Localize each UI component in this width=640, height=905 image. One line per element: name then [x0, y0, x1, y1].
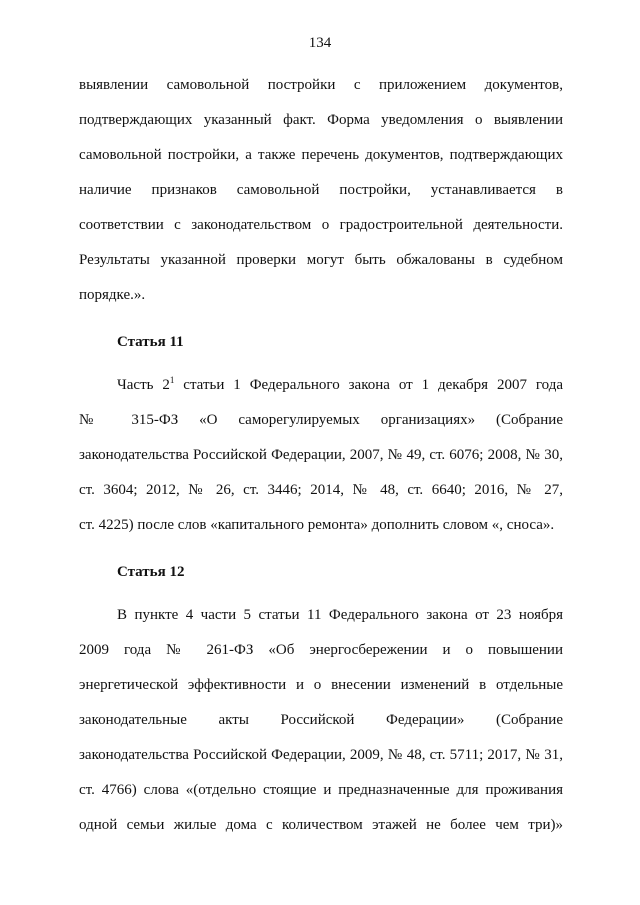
text-line: наличие признаков самовольной постройки, устанавливается в	[79, 182, 563, 198]
text-line	[79, 368, 563, 403]
text-line: порядке.».	[79, 287, 146, 303]
text-line: ст. 3604; 2012, № 26, ст. 3446; 2014, № 48, ст. 6640; 2016, № 27,	[79, 482, 563, 498]
text-line: Результаты указанной проверки могут быть обжалованы в судебном	[79, 252, 563, 268]
text-line: № 315-ФЗ «О саморегулируемых организациях» (Собрание	[79, 412, 563, 428]
text-line: одной семьи жилые дома с количеством этажей не более чем три)»	[79, 817, 563, 833]
text-line: 2009 года № 261-ФЗ «Об энергосбережении и о повышении	[79, 642, 563, 658]
text-line: энергетической эффективности и о внесении изменений в отдельные	[79, 677, 563, 693]
text-line: подтверждающих указанный факт. Форма уведомления о выявлении	[79, 112, 563, 128]
text-line: законодательства Российской Федерации, 2009, № 48, ст. 5711; 2017, № 31,	[79, 747, 563, 763]
article-12-heading: Статья 12	[117, 564, 185, 580]
article-11-paragraph	[79, 368, 563, 543]
text-line: законодательные акты Российской Федерации» (Собрание	[79, 712, 563, 728]
text-fragment: статьи 1 Федерального закона от 1 декабря 2007 года	[174, 377, 563, 393]
text-fragment: Часть 2	[117, 377, 170, 393]
text-line: самовольной постройки, а также перечень документов, подтверждающих	[79, 147, 563, 163]
paragraph-continuation	[79, 68, 563, 313]
text-line: ст. 4766) слова «(отдельно стоящие и предназначенные для проживания	[79, 782, 563, 798]
text-line: выявлении самовольной постройки с приложением документов,	[79, 77, 563, 93]
text-line: В пункте 4 части 5 статьи 11 Федерального закона от 23 ноября	[117, 607, 563, 623]
article-12-paragraph	[79, 598, 563, 843]
page-number: 134	[308, 35, 332, 51]
text-line: ст. 4225) после слов «капитального ремонта» дополнить словом «, сноса».	[79, 517, 555, 533]
text-line: законодательства Российской Федерации, 2007, № 49, ст. 6076; 2008, № 30,	[79, 447, 563, 463]
text-line: соответствии с законодательством о градостроительной деятельности.	[79, 217, 563, 233]
superscript: 1	[169, 375, 175, 385]
article-11-heading: Статья 11	[117, 334, 184, 350]
document-body	[79, 68, 563, 843]
